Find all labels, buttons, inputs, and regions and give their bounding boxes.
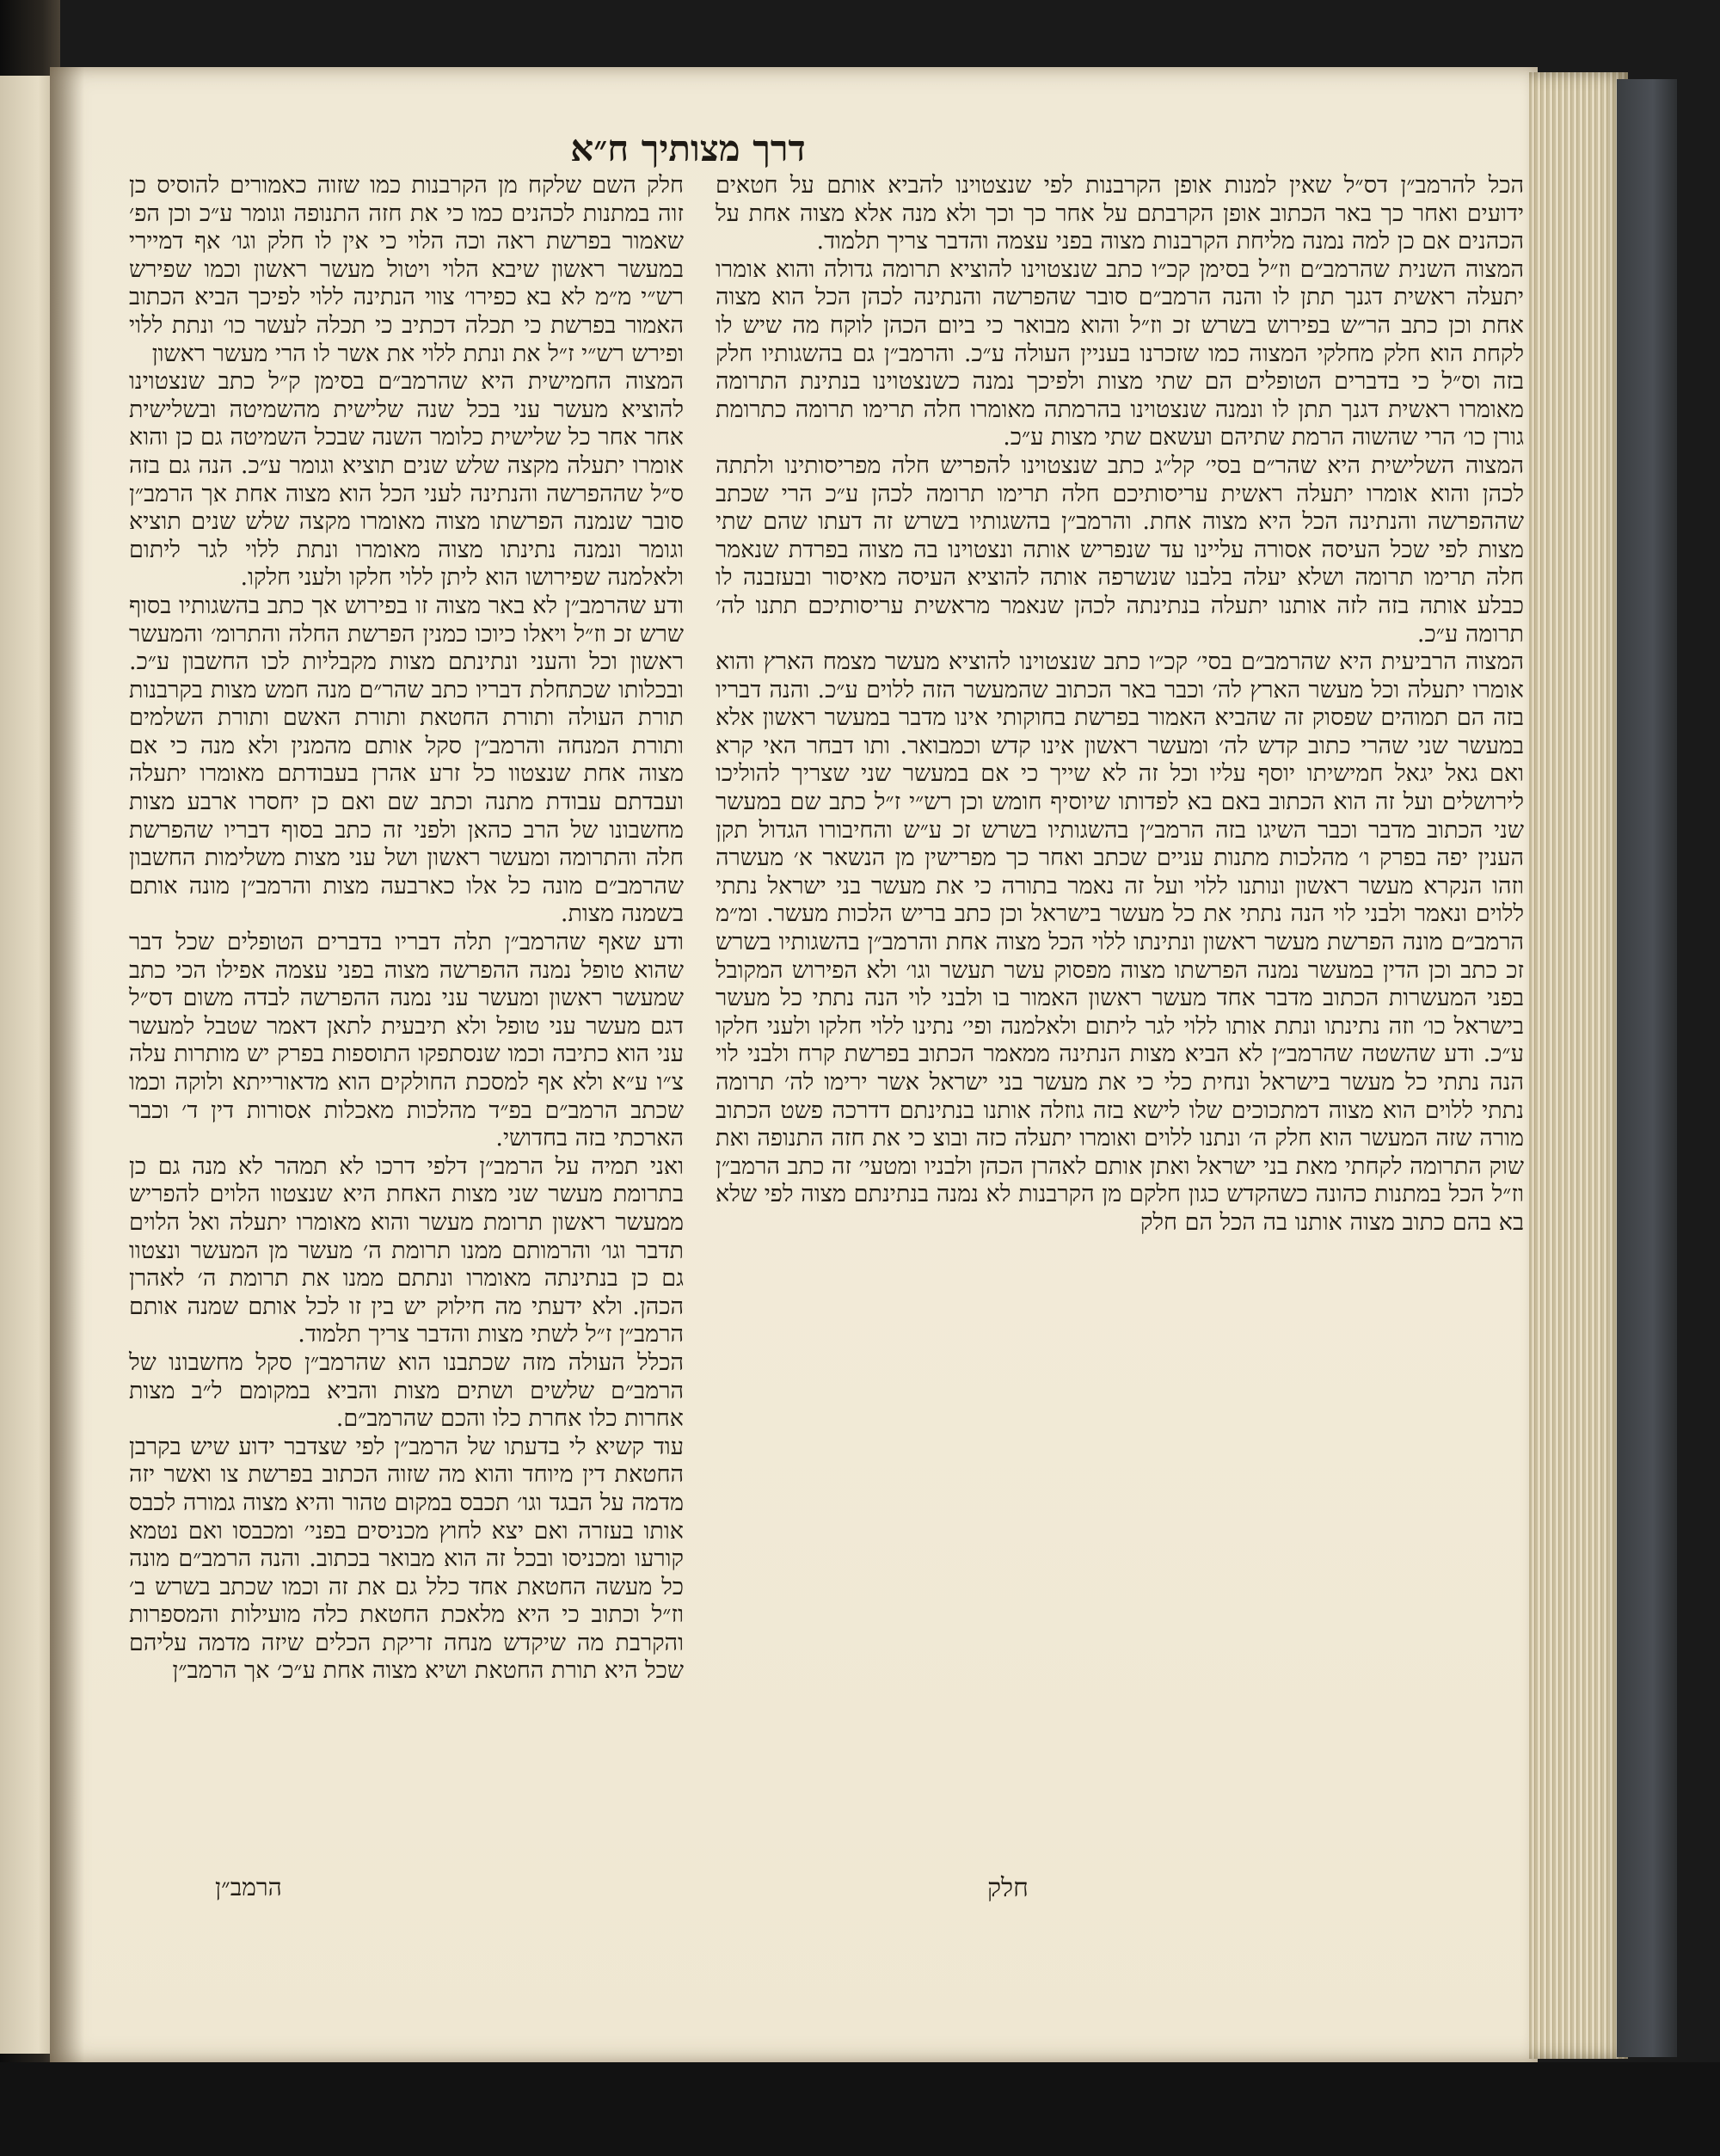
left-para-5: ואני תמיה על הרמב״ן דלפי דרכו לא תמהר לא מנה גם כן בתרומת מעשר שני מצות האחת היא שנצטוו הלוים להפריש ממעשר ראשון תרומת מעשר והוא מאומרו יתעלה ואל הלוים תדבר וגו׳ והרמותם ממנו תרומת ה׳ מעשר מן המעשר ונצטוו גם כן בנתינתה מאומרו ונתתם ממנו את תרומת ה׳ לאהרן הכהן. ולא ידעתי מה חילוק יש בין זו לכל אותם שמנה אותם הרמב״ן ז״ל לשתי מצות והדבר צריך תלמוד. — [129, 1152, 684, 1348]
left-catchword: הרמב״ן — [215, 1873, 282, 1901]
left-para-2: המצוה החמישית היא שהרמב״ם בסימן ק״ל כתב שנצטוינו להוציא מעשר עני בכל שנה שלישית מהשמיטה ובשלישית אחר אחר כל שלישית כלומר השנה שבכל השמיטה גם כן והוא אומרו יתעלה מקצה שלש שנים תוציא וגומר ע״כ. הנה גם בזה ס״ל שההפרשה והנתינה לעני הכל הוא מצוה אחת אך הרמב״ן סובר שנמנה הפרשתו מצוה מאומרו מקצה שלש שנים תוציא וגומר ונמנה נתינתו מצוה מאומרו ונתת ללוי לגר ליתום ולאלמנה שפירושו הוא ליתן ללוי חלקו ולעני חלקו. — [129, 368, 684, 592]
book-cover-board — [1617, 79, 1677, 2057]
right-para-2: המצוה השנית שהרמב״ם וז״ל בסימן קכ״ו כתב שנצטוינו להוציא תרומה גדולה והוא אומרו יתעלה ראשית דגנך תתן לו והנה הרמב״ם סובר שהפרשה והנתינה לכהן הכל הוא מצוה אחת וכן כתב הר״ש בפירוש בשרש זכ וז״ל והוא מבואר כי ביום הכהן לוקח מה שיש לו לקחת הוא חלק מחלקי המצוה כמו שזכרנו בעניין העולה ע״כ. והרמב״ן גם בהשגותיו חלק בזה וס״ל כי בדברים הטופלים הם שתי מצות ולפיכך נמנה כשנצטוינו בנתינת התרומה מאומרו ראשית דגנך תתן לו ונמנה שנצטוינו בהרמתה מאומרו חלה תרימו תרומה כתרומת גורן כו׳ הרי שהשוה הרמת שתיהם ועשאם שתי מצות ע״כ. — [716, 255, 1524, 451]
left-para-4: ודע שאף שהרמב״ן תלה דבריו בדברים הטופלים שכל דבר שהוא טופל נמנה ההפרשה מצוה בפני עצמה אפילו הכי כתב שמעשר ראשון ומעשר עני נמנה ההפרשה לבדה משום דס״ל דגם מעשר עני טופל ולא תיבעית לתאן דאמר שטבל למעשר עני הוא כתיבה וכמו שנסתפקו התוספות בפרק יש מותרות עלה צ״ו ע״א ולא אף למסכת החולקים הוא מדאורייתא ולוקה וכמו שכתב הרמב״ם בפ״ד מהלכות מאכלות אסורות דין ד׳ וכבר הארכתי בזה בחדושי. — [129, 929, 684, 1152]
left-para-7: עוד קשיא לי בדעתו של הרמב״ן לפי שצדבר ידוע שיש בקרבן החטאת דין מיוחד והוא מה שזוה הכתוב בפרשת צו ואשר יזה מדמה על הבגד וגו׳ תכבס במקום טהור והיא מצוה גמורה לכבס אותו בעזרה ואם יצא לחוץ מכניסים בפני׳ ומכבסו ואם נטמא קורעו ומכניסו ובכל זה הוא מבואר בכתוב. והנה הרמב״ם מונה כל מעשה החטאת אחד כלל גם את זה וכמו שכתב בשרש ב׳ וז״ל וכתוב כי היא מלאכת החטאת כלה מועילות והמספרות והקרבת מה שיקדש מנחה זריקת הכלים שיזה מדמה עליהם שכל היא תורת החטאת ושיא מצוה אחת ע״כ׳ אך הרמב״ן — [129, 1433, 684, 1685]
left-column — [129, 172, 684, 1686]
background-bottom — [0, 2062, 1720, 2156]
left-para-6: הכלל העולה מזה שכתבנו הוא שהרמב״ן סקל מחשבונו של הרמב״ם שלשים ושתים מצות והביא במקומם ל״ב מצות אחרות כלו אחרת כלו והכם שהרמב״ם. — [129, 1348, 684, 1433]
left-para-3: ודע שהרמב״ן לא באר מצוה זו בפירוש אך כתב בהשגותיו בסוף שרש זכ וז״ל ויאלו כיוכו כמנין הפרשת החלה והתרומ׳ והמעשר ראשון וכל והעני ונתינתם מצות מקבליות לכו החשבון ע״כ. ובכלותו שכתחלת דבריו כתב שהר״ם מנה חמש מצות בקרבנות תורת העולה ותורת החטאת ותורת האשם ותורת השלמים ותורת המנחה והרמב״ן סקל אותם מהמנין ולא מנה כי אם מצוה אחת שנצטוו כל זרע אהרן בעבודתם מאומרו יתעלה ועבדתם עבודת מתנה וכתב שם ואם כן יחסרו ארבע מצות מחשבונו של הרב כהאן ולפני זה כתב בסוף דבריו שהפרשת חלה והתרומה ומעשר ראשון ושל עני מצות משלימות החשבון שהרמב״ם מונה כל אלו כארבעה מצות והרמב״ן מונה אותם בשמנה מצות. — [129, 592, 684, 928]
right-para-3: המצוה השלישית היא שהר״ם בסי׳ קל״ג כתב שנצטוינו להפריש חלה מפריסותינו ולתתה לכהן והוא אומרו יתעלה ראשית עריסותיכם חלה תרימו תרומה לכהן ע״כ הרי שכתב שההפרשה והנתינה הכל היא מצוה אחת. והרמב״ן בהשגותיו בשרש זה דעתו שהם שתי מצות לפי שכל העיסה אסורה עליינו עד שנפריש אותה ונצטוינו בה מצוה בפרדת שנאמר חלה תרימו תרומה ושלא יעלה בלבנו שנשרפה אותה להוציא העיסה מאיסור ובעזבנה לו כבלע אותה בזה לזה אותנו יתעלה בנתינתה לכהן שנאמר מראשית עריסותיכם תתנו לה׳ תרומה ע״כ. — [716, 451, 1524, 648]
catchword: חלק — [987, 1873, 1029, 1903]
right-column — [716, 172, 1524, 1238]
right-para-1: הכל להרמב״ן דס״ל שאין למנות אופן הקרבנות לפי שנצטוינו להביא אותם על חטאים ידועים ואחר כך באר הכתוב אופן הקרבתם על אחר כך וכך ולא מנה אלא מצוה אחת על הכהנים אם כן למה נמנה מליחת הקרבנות מצוה בפני עצמה והדבר צריך תלמוד. — [716, 172, 1524, 255]
running-head: דרך מצותיך ח״א — [570, 127, 806, 169]
right-para-4: המצוה הרביעית היא שהרמב״ם בסי׳ קכ״ו כתב שנצטוינו להוציא מעשר מצמח הארץ והוא אומרו יתעלה וכל מעשר הארץ לה׳ וכבר באר הכתוב שהמעשר הזה ללוים ע״כ. והנה דבריו בזה הם תמוהים שפסוק זה שהביא האמור בפרשת בחוקותי אינו מדבר במעשר ראשון אלא במעשר שני שהרי כתוב קדש לה׳ ומעשר ראשון אינו קדש וכמבואר. ותו דבחר האי קרא ואם גאל יגאל חמישיתו יוסף עליו וכל זה לא שייך כי אם במעשר שני שצריך להוליכו לירושלים ועל זה הוא הכתוב באם בא לפדותו שיוסיף חומש וכן רש״י ז״ל כתב שם במעשר שני הכתוב מדבר וכבר השיגו בזה הרמב״ן בהשגותיו בשרש זכ ע״ש והחיבורו הגדול תקן הענין יפה בפרק ו׳ מהלכות מתנות עניים שכתב ואחר כך מפרישין מן הנשאר א׳ מעשרה וזהו הנקרא מעשר ראשון ונותנו ללוי ועל זה נאמר בתורה כי את מעשר בני ישראל נתתי ללוים ונאמר ולבני לוי הנה נתתי את כל מעשר בישראל וכן כתב בריש הלכות מעשר. ומ״מ הרמב״ם מונה הפרשת מעשר ראשון ונתינתו ללוי הכל מצוה אחת והרמב״ן בהשגותיו בשרש זכ כתב וכן הדין במעשר נמנה הפרשתו מצוה מפסוק עשר תעשר וגו׳ ולא הפירוש המקובל בפני המעשרות הכתוב מדבר אחד מעשר ראשון האמור בו ולבני לוי הנה נתתי כל מעשר בישראל כו׳ וזה נתינתו ונתת אותו ללוי לגר ליתום ולאלמנה ופי׳ נתינו ללוי חלקו ולעני חלקו ע״כ. ודע שהשטה שהרמב״ן לא הביא מצות הנתינה ממאמר הכתוב בפרשת קרח ולבני לוי הנה נתתי כל מעשר בישראל ונחית כלי כי את מעשר בני ישראל אשר ירימו לה׳ תרומה נתתי ללוים הוא מצוה דמתכוכים שלו לישא בזה גוזלה אותנו בנתינתם דדרכה פשט הכתוב מורה שזה המעשר הוא חלק ה׳ ונתנו ללוים ואומרו יתעלה כזה ובוצ כי את חזה התנופה ואת שוק התרומה לקחתי מאת בני ישראל ואתן אותם לאהרן הכהן ולבניו ומטעי׳ זה כתב הרמב״ן וז״ל הכל במתנות כהונה כשהקדש כגון חלקם מן הקרבנות לא נמנה בנתינתם מצוה לפי שלא בא בהם כתוב מצוה אותנו בה הכל הם חלק — [716, 648, 1524, 1236]
page-stack-edge — [1529, 72, 1628, 2059]
left-para-1: חלק השם שלקח מן הקרבנות כמו שזוה כאמורים להוסיס כן זוה במתנות לכהנים כמו כי את חזה התנופה וגומר ע״כ וכן הפ׳ שאמור בפרשת ראה וכה הלוי כי אין לו חלק וגו׳ אף דמיירי במעשר ראשון שיבא הלוי ויטול מעשר ראשון וכמו שפירש רש״י מ״מ לא בא כפירו׳ צווי הנתינה ללוי לפיכך הביא הכתוב האמור בפרשת כי תכלה דכתיב כי תכלה לעשר כו׳ ונתת ללוי ופירש רש״י ז״ל את ונתת ללוי את אשר לו הרי מעשר ראשון — [129, 172, 684, 367]
gutter-shadow — [50, 67, 84, 2062]
